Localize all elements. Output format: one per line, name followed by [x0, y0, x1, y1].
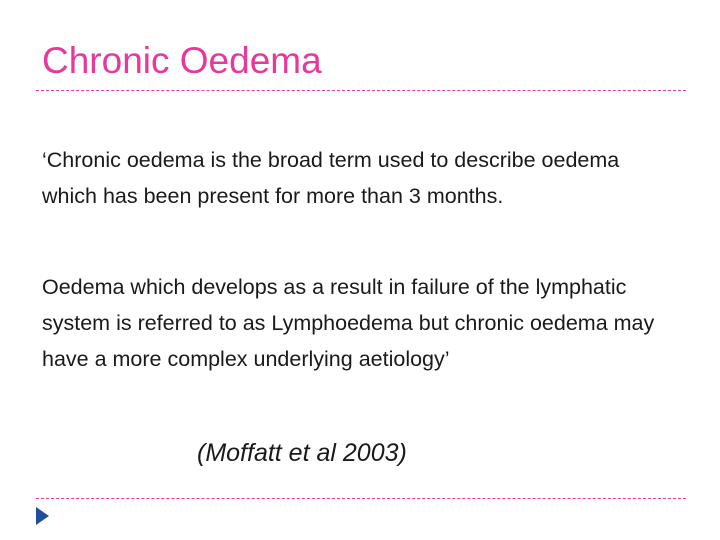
bottom-divider	[36, 498, 686, 499]
citation: (Moffatt et al 2003)	[197, 439, 407, 467]
paragraph-definition: ‘Chronic oedema is the broad term used to describe oedema which has been present for more than 3 months.	[42, 148, 620, 208]
slide-title: Chronic Oedema	[42, 40, 322, 81]
triangle-bullet-icon	[36, 507, 49, 525]
paragraph-lymphoedema: Oedema which develops as a result in failure of the lymphatic system is referred to as Lymphoedema but chronic oedema may have a more complex underlying aetiology’	[42, 275, 655, 371]
top-divider	[36, 90, 686, 91]
